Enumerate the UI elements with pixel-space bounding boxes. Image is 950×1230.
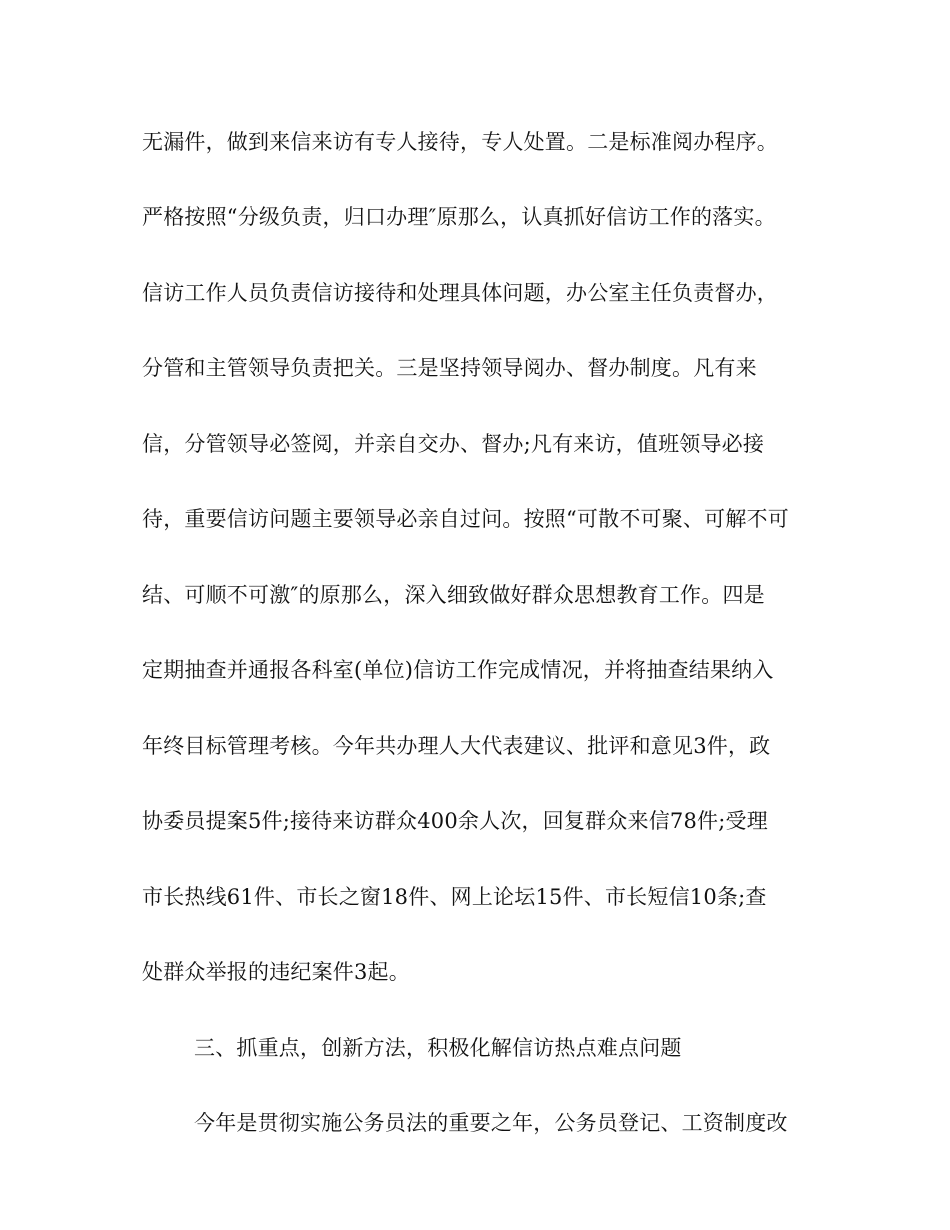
paragraph-line-6: 待，重要信访问题主要领导必亲自过问。按照“可散不可聚、可解不可 (142, 507, 789, 531)
paragraph-line-1: 无漏件，做到来信来访有专人接待，专人处置。二是标准阅办程序。 (142, 130, 778, 154)
paragraph-line-7: 结、可顺不可激″的原那么，深入细致做好群众思想教育工作。四是 (142, 583, 765, 607)
paragraph-line-4: 分管和主管领导负责把关。三是坚持领导阅办、督办制度。凡有来 (142, 356, 757, 380)
paragraph-line-5: 信，分管领导必签阅，并亲自交办、督办;凡有来访，值班领导必接 (142, 432, 765, 456)
paragraph-line-12: 处群众举报的违纪案件3起。 (142, 960, 410, 984)
paragraph-line-9: 年终目标管理考核。今年共办理人大代表建议、批评和意见3件，政 (142, 734, 771, 758)
paragraph-line-2: 严格按照“分级负责，归口办理″原那么，认真抓好信访工作的落实。 (142, 205, 776, 229)
paragraph-line-8: 定期抽查并通报各科室(单位)信访工作完成情况，并将抽查结果纳入 (142, 658, 774, 682)
paragraph-line-3: 信访工作人员负责信访接待和处理具体问题，办公室主任负责督办， (142, 281, 778, 305)
paragraph-line-10: 协委员提案5件;接待来访群众400余人次，回复群众来信78件;受理 (142, 809, 768, 833)
next-paragraph-line: 今年是贯彻实施公务员法的重要之年，公务员登记、工资制度改 (194, 1111, 788, 1135)
paragraph-line-11: 市长热线61件、市长之窗18件、网上论坛15件、市长短信10条;查 (142, 885, 767, 909)
section-heading: 三、抓重点，创新方法，积极化解信访热点难点问题 (194, 1036, 682, 1060)
